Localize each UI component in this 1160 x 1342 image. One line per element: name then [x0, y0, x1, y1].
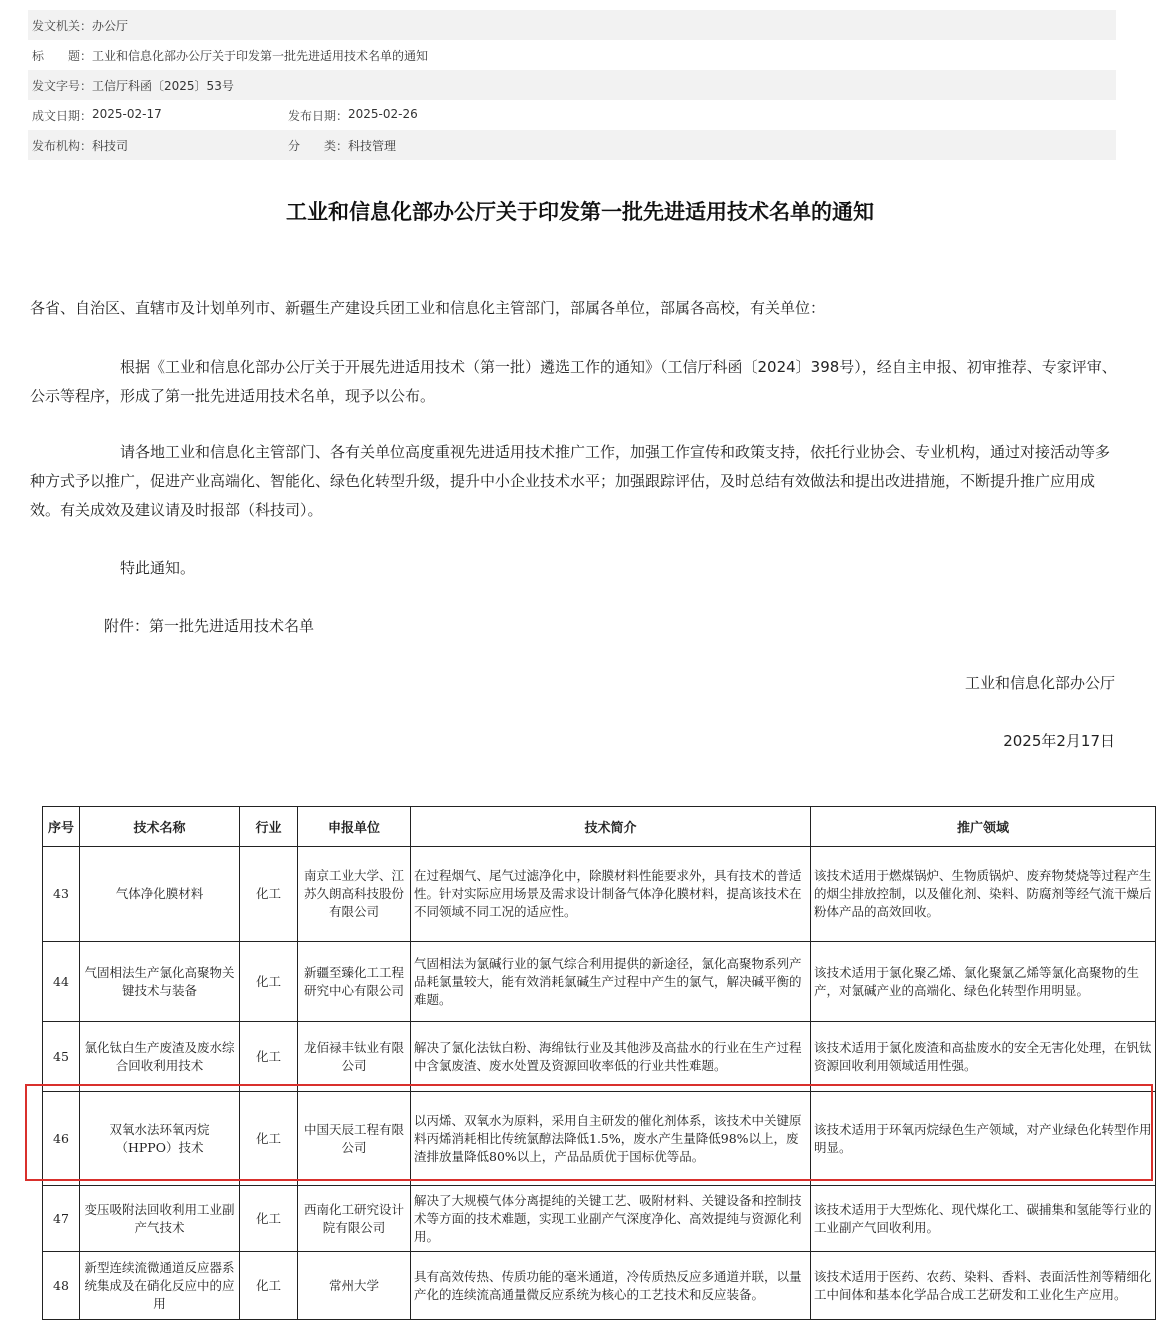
- cell-no: 47: [43, 1186, 80, 1252]
- header-intro: 技术简介: [411, 807, 811, 847]
- salutation: 各省、自治区、直辖市及计划单列市、新疆生产建设兵团工业和信息化主管部门，部属各单位，部属各高校，有关单位：: [30, 299, 826, 317]
- table-row: [43, 847, 1156, 942]
- cell-industry: 化工: [240, 1252, 298, 1320]
- meta-org-row: [28, 130, 1116, 160]
- cell-no: 48: [43, 1252, 80, 1320]
- cell-intro: 具有高效传热、传质功能的毫米通道，冷传质热反应多通道并联，以量产化的连续流高通量微反应系统为核心的工艺技术和反应装备。: [411, 1252, 811, 1320]
- meta-subject-label: 标 题：: [32, 48, 93, 63]
- cell-unit: 常州大学: [298, 1252, 411, 1320]
- cell-name: 变压吸附法回收利用工业副产气技术: [80, 1186, 240, 1252]
- cell-field: 该技术适用于大型炼化、现代煤化工、碳捕集和氢能等行业的工业副产气回收利用。: [811, 1186, 1156, 1252]
- paragraph-1: 根据《工业和信息化部办公厅关于开展先进适用技术（第一批）遴选工作的通知》（工信厅科函〔2024〕398号），经自主申报、初审推荐、专家评审、公示等程序，形成了第一批先进适用技术名单，现予以公布。: [30, 358, 1117, 405]
- header-no: 序号: [43, 807, 80, 847]
- cell-name: 气固相法生产氯化高聚物关键技术与装备: [80, 942, 240, 1022]
- meta-category-value: 科技管理: [348, 138, 397, 153]
- table-row: [43, 942, 1156, 1022]
- meta-issuer-row: [28, 10, 1116, 40]
- table-row: [43, 1252, 1156, 1320]
- meta-subject-row: [28, 40, 1116, 70]
- meta-created-label: 成文日期：: [32, 108, 93, 123]
- signature: 工业和信息化部办公厅: [964, 674, 1115, 692]
- meta-docno-value: 工信厅科函〔2025〕53号: [92, 78, 234, 93]
- cell-unit: 新疆至臻化工工程研究中心有限公司: [298, 942, 411, 1022]
- meta-issuer-value: 办公厅: [92, 18, 129, 33]
- cell-name: 新型连续流微通道反应器系统集成及在硝化反应中的应用: [80, 1252, 240, 1320]
- highlight-box: [25, 1084, 1153, 1181]
- cell-unit: 南京工业大学、江苏久朗高科技股份有限公司: [298, 847, 411, 942]
- meta-subject-value: 工业和信息化部办公厅关于印发第一批先进适用技术名单的通知: [92, 48, 429, 63]
- cell-name: 双氧水法环氧丙烷（HPPO）技术: [80, 1092, 240, 1186]
- cell-field: 该技术适用于燃煤锅炉、生物质锅炉、废弃物焚烧等过程产生的烟尘排放控制，以及催化剂、染料、防腐剂等经气流干燥后粉体产品的高效回收。: [811, 847, 1156, 942]
- table-header-row: [43, 807, 1156, 847]
- cell-field: 该技术适用于医药、农药、染料、香料、表面活性剂等精细化工中间体和基本化学品合成工艺研发和工业化生产应用。: [811, 1252, 1156, 1320]
- document-date: 2025年2月17日: [1003, 732, 1115, 750]
- cell-intro: 气固相法为氯碱行业的氯气综合利用提供的新途径，氯化高聚物系列产品耗氯量较大，能有效消耗氯碱生产过程中产生的氯气，解决碱平衡的难题。: [411, 942, 811, 1022]
- meta-published-value: 2025-02-26: [348, 106, 418, 121]
- cell-industry: 化工: [240, 847, 298, 942]
- cell-unit: 龙佰禄丰钛业有限公司: [298, 1022, 411, 1092]
- cell-no: 45: [43, 1022, 80, 1092]
- header-field: 推广领域: [811, 807, 1156, 847]
- meta-category-label: 分 类：: [288, 138, 349, 153]
- cell-industry: 化工: [240, 942, 298, 1022]
- cell-no: 46: [43, 1092, 80, 1186]
- attachment-link[interactable]: 附件：第一批先进适用技术名单: [104, 617, 315, 635]
- header-industry: 行业: [240, 807, 298, 847]
- meta-org-value: 科技司: [92, 138, 129, 153]
- cell-name: 氯化钛白生产废渣及废水综合回收利用技术: [80, 1022, 240, 1092]
- paragraph-2: 请各地工业和信息化主管部门、各有关单位高度重视先进适用技术推广工作，加强工作宣传和政策支持，依托行业协会、专业机构，通过对接活动等多种方式予以推广，促进产业高端化、智能化、绿色化转型升级，提升中小企业技术水平；加强跟踪评估，及时总结有效做法和提出改进措施，不断提升推广应用成效。有关成效及建议请及时报部（科技司）。: [30, 443, 1111, 519]
- cell-industry: 化工: [240, 1092, 298, 1186]
- cell-industry: 化工: [240, 1186, 298, 1252]
- meta-org-label: 发布机构：: [32, 138, 93, 153]
- document-metadata: [28, 10, 1116, 160]
- cell-field: 该技术适用于环氧丙烷绿色生产领域，对产业绿色化转型作用明显。: [811, 1092, 1156, 1186]
- cell-name: 气体净化膜材料: [80, 847, 240, 942]
- table-row: [43, 1186, 1156, 1252]
- meta-published-label: 发布日期：: [288, 108, 349, 123]
- technology-table: [42, 806, 1156, 1320]
- cell-industry: 化工: [240, 1022, 298, 1092]
- cell-unit: 西南化工研究设计院有限公司: [298, 1186, 411, 1252]
- cell-intro: 在过程烟气、尾气过滤净化中，除膜材料性能要求外，具有技术的普适性。针对实际应用场景及需求设计制备气体净化膜材料，提高该技术在不同领域不同工况的适应性。: [411, 847, 811, 942]
- closing-text: 特此通知。: [120, 559, 196, 577]
- meta-issuer-label: 发文机关：: [32, 18, 93, 33]
- page-title: 工业和信息化部办公厅关于印发第一批先进适用技术名单的通知: [286, 200, 874, 224]
- table-row: [43, 1022, 1156, 1092]
- cell-intro: 解决了大规模气体分离提纯的关键工艺、吸附材料、关键设备和控制技术等方面的技术难题，实现工业副产气深度净化、高效提纯与资源化利用。: [411, 1186, 811, 1252]
- cell-no: 43: [43, 847, 80, 942]
- cell-field: 该技术适用于氯化聚乙烯、氯化聚氯乙烯等氯化高聚物的生产，对氯碱产业的高端化、绿色化转型作用明显。: [811, 942, 1156, 1022]
- meta-created-value: 2025-02-17: [92, 106, 162, 121]
- meta-docno-label: 发文字号：: [32, 78, 93, 93]
- cell-intro: 解决了氯化法钛白粉、海绵钛行业及其他涉及高盐水的行业在生产过程中含氯废渣、废水处置及资源回收率低的行业共性难题。: [411, 1022, 811, 1092]
- cell-intro: 以丙烯、双氧水为原料，采用自主研发的催化剂体系，该技术中关键原料丙烯消耗相比传统氯醇法降低1.5%，废水产生量降低98%以上，废渣排放量降低80%以上，产品品质优于国标优等品。: [411, 1092, 811, 1186]
- cell-unit: 中国天辰工程有限公司: [298, 1092, 411, 1186]
- meta-dates-row: [28, 100, 1116, 130]
- header-name: 技术名称: [80, 807, 240, 847]
- cell-no: 44: [43, 942, 80, 1022]
- header-unit: 申报单位: [298, 807, 411, 847]
- meta-docno-row: [28, 70, 1116, 100]
- cell-field: 该技术适用于氯化废渣和高盐废水的安全无害化处理，在钒钛资源回收利用领域适用性强。: [811, 1022, 1156, 1092]
